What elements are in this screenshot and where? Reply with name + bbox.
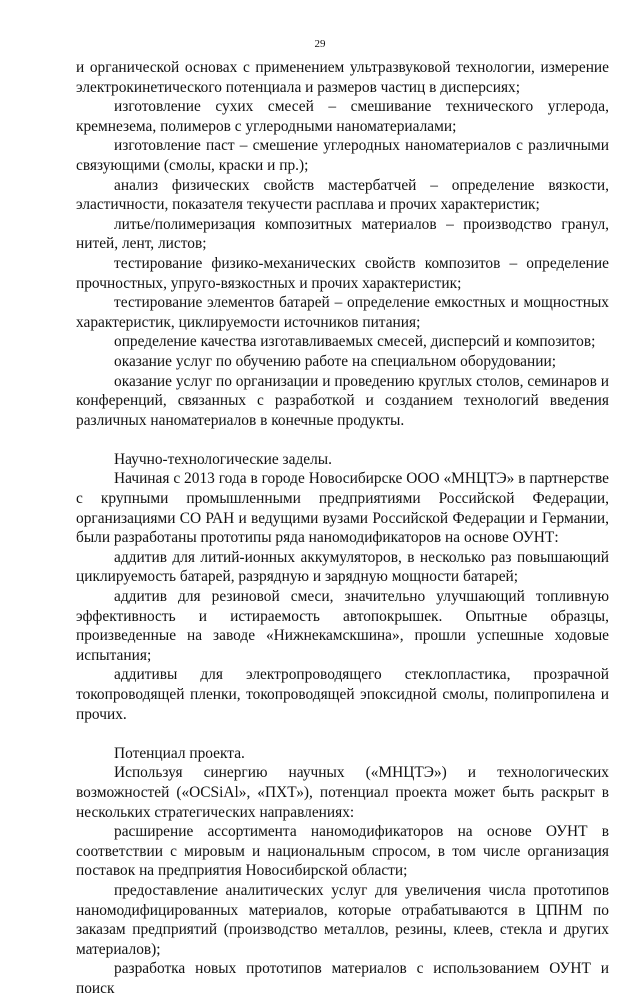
list-item: разработка новых прототипов материалов с использованием ОУНТ и поиск <box>76 960 609 997</box>
list-item: оказание услуг по организации и проведению круглых столов, семинаров и конференций, связанных с разработкой и созданием технологий введения различных наноматериалов в конечные продукты. <box>76 372 609 429</box>
page-number: 29 <box>314 38 326 50</box>
list-item: определение качества изготавливаемых смесей, дисперсий и композитов; <box>114 333 596 351</box>
list-item: оказание услуг по обучению работе на специальном оборудовании; <box>114 352 556 370</box>
section-heading: Потенциал проекта. <box>114 744 245 762</box>
list-item: тестирование физико-механических свойств композитов – определение прочностных, упруго-вязкостных и прочих характеристик; <box>76 254 609 292</box>
list-item: тестирование элементов батарей – определение емкостных и мощностных характеристик, циклируемости источников питания; <box>76 294 609 331</box>
paragraph: и органической основах с применением ультразвуковой технологии, измерение электрокинетического потенциала и размеров частиц в дисперсиях; <box>76 59 609 96</box>
document-body <box>76 58 609 999</box>
paragraph: Начиная с 2013 года в городе Новосибирске ООО «МНЦТЭ» в партнерстве с крупными промышленными предприятиями Российской Федерации, организациями СО РАН и ведущими вузами Российской Федерации и Германии, были разработаны прототипы ряда наномодификаторов на основе ОУНТ: <box>76 470 609 547</box>
list-item: анализ физических свойств мастербатчей – определение вязкости, эластичности, показателя текучести расплава и прочих характеристик; <box>76 176 609 214</box>
list-item: аддитив для резиновой смеси, значительно улучшающий топливную эффективность и истираемость автопокрышек. Опытные образцы, произведенные на заводе «Нижнекамскшина», прошли успешные ходовые испытания; <box>76 588 609 664</box>
list-item: аддитивы для электропроводящего стеклопластика, прозрачной токопроводящей пленки, токопроводящей эпоксидной смолы, полипропилена и прочих. <box>76 666 609 723</box>
list-item: литье/полимеризация композитных материалов – производство гранул, нитей, лент, листов; <box>76 215 609 253</box>
paragraph: Используя синергию научных («МНЦТЭ») и технологических возможностей («OCSiAl», «ПХТ»), потенциал проекта может быть раскрыт в нескольких стратегических направлениях: <box>76 764 609 821</box>
list-item: изготовление сухих смесей – смешивание технического углерода, кремнезема, полимеров с углеродными наноматериалами; <box>76 98 609 135</box>
section-heading: Научно-технологические заделы. <box>114 450 332 468</box>
list-item: изготовление паст – смешение углеродных наноматериалов с различными связующими (смолы, краски и пр.); <box>76 137 609 174</box>
list-item: расширение ассортимента наномодификаторов на основе ОУНТ в соответствии с мировым и национальным спросом, в том числе организация поставок на предприятия Новосибирской области; <box>76 823 609 880</box>
list-item: аддитив для литий-ионных аккумуляторов, в несколько раз повышающий циклируемость батарей, разрядную и зарядную мощности батарей; <box>76 548 609 586</box>
list-item: предоставление аналитических услуг для увеличения числа прототипов наномодифицированных материалов, которые отрабатываются в ЦПНМ по заказам предприятий (производство металлов, резины, клеев, стекла и других материалов); <box>76 881 609 958</box>
